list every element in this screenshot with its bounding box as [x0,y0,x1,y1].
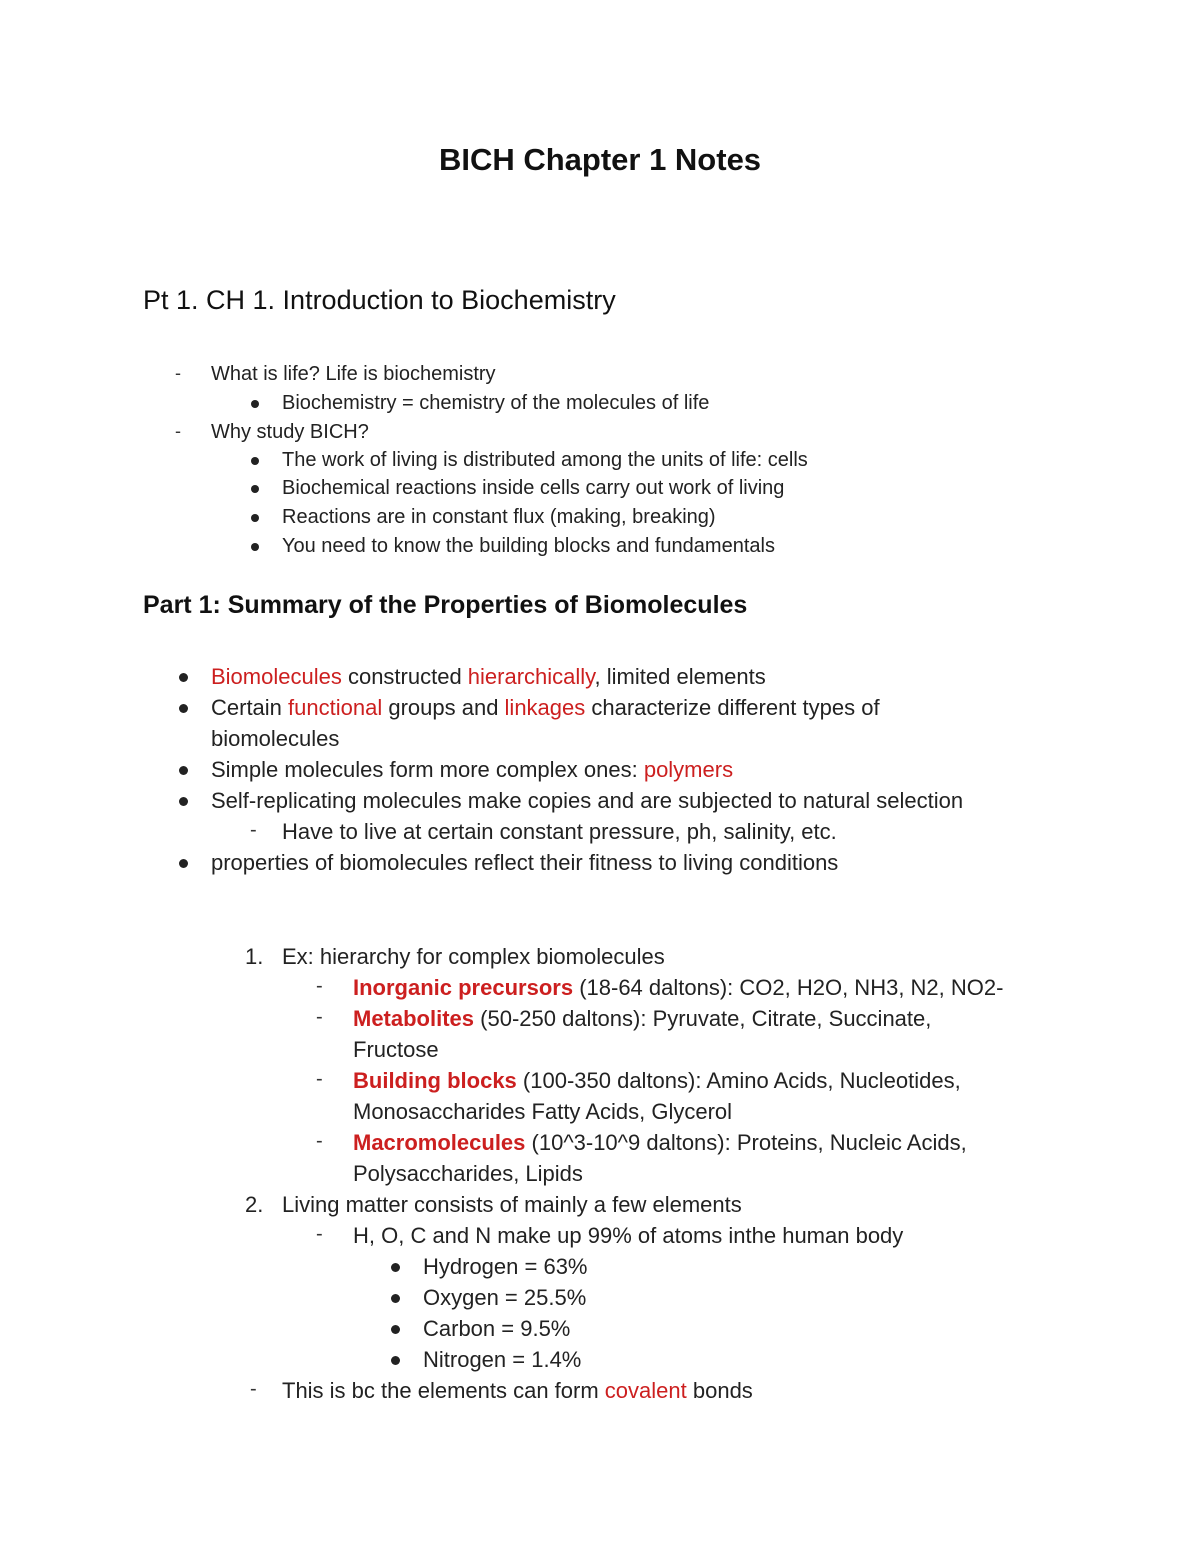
dash-marker: - [175,363,181,383]
list-item: H, O, C and N make up 99% of atoms inthe human body [353,1223,904,1248]
bullet-dot [391,1294,400,1303]
bullet-dot [179,673,188,682]
section-heading-intro: Pt 1. CH 1. Introduction to Biochemistry [143,285,616,315]
list-item-continuation: Polysaccharides, Lipids [353,1161,583,1186]
highlight-term: functional [288,695,383,720]
highlight-term: hierarchically [467,664,595,689]
list-item: Oxygen = 25.5% [423,1285,587,1310]
list-item [211,692,880,723]
list-item: What is life? Life is biochemistry [211,363,496,385]
bullet-dot [251,514,259,522]
text-span: bonds [686,1378,753,1403]
dash-marker: - [250,819,257,841]
list-item: Living matter consists of mainly a few elements [282,1192,742,1217]
section-heading-properties: Part 1: Summary of the Properties of Biomolecules [143,591,748,619]
bullet-dot [251,457,259,465]
highlight-term: covalent [604,1378,687,1403]
list-item: Self-replicating molecules make copies and are subjected to natural selection [211,788,964,813]
text-span: Certain [211,695,289,720]
list-item: The work of living is distributed among the units of life: cells [282,449,808,471]
text-span: constructed [341,664,468,689]
text-span: (10^3-10^9 daltons): Proteins, Nucleic Acids, [525,1130,967,1155]
dash-marker: - [316,1006,323,1028]
list-item: Nitrogen = 1.4% [423,1347,582,1372]
list-number: 2. [245,1192,264,1217]
list-item [211,754,733,785]
dash-marker: - [316,1130,323,1152]
list-item: Why study BICH? [211,421,369,443]
dash-marker: - [250,1378,257,1400]
bullet-dot [251,543,259,551]
list-item-continuation: biomolecules [211,726,340,751]
list-item: Biochemistry = chemistry of the molecules of life [282,392,710,414]
bullet-dot [391,1325,400,1334]
list-item [211,661,766,692]
list-item-continuation: Fructose [353,1037,439,1062]
bullet-dot [251,485,259,493]
bullet-dot [391,1356,400,1365]
text-span: This is bc the elements can form [282,1378,605,1403]
text-span: Simple molecules form more complex ones: [211,757,644,782]
highlight-term: polymers [643,757,734,782]
list-item [353,1003,931,1034]
list-item: Reactions are in constant flux (making, breaking) [282,506,716,528]
list-item: Carbon = 9.5% [423,1316,571,1341]
text-span: (50-250 daltons): Pyruvate, Citrate, Succinate, [474,1006,932,1031]
dash-marker: - [316,975,323,997]
bullet-dot [179,797,188,806]
highlight-term: Building blocks [353,1068,517,1093]
list-item: properties of biomolecules reflect their fitness to living conditions [211,850,839,875]
dash-marker: - [175,421,181,441]
list-item: Biochemical reactions inside cells carry out work of living [282,477,785,499]
text-span: , limited elements [594,664,766,689]
text-span: characterize different types of [585,695,880,720]
list-item [353,972,1003,1003]
text-span: groups and [382,695,505,720]
list-item [353,1127,967,1158]
highlight-term: Biomolecules [211,664,342,689]
page-title: BICH Chapter 1 Notes [438,142,762,177]
list-item-continuation: Monosaccharides Fatty Acids, Glycerol [353,1099,733,1124]
list-item [353,1065,961,1096]
list-item [282,1375,753,1406]
list-number: 1. [245,944,264,969]
highlight-term: Metabolites [353,1006,475,1031]
list-item: Ex: hierarchy for complex biomolecules [282,944,665,969]
list-item: Have to live at certain constant pressure, ph, salinity, etc. [282,819,837,844]
bullet-dot [179,859,188,868]
text-span: (18-64 daltons): CO2, H2O, NH3, N2, NO2- [573,975,1004,1000]
bullet-dot [391,1263,400,1272]
text-span: (100-350 daltons): Amino Acids, Nucleotides, [516,1068,961,1093]
bullet-dot [179,766,188,775]
dash-marker: - [316,1223,323,1245]
highlight-term: Inorganic precursors [353,975,574,1000]
dash-marker: - [316,1068,323,1090]
list-item: You need to know the building blocks and fundamentals [282,535,775,557]
bullet-dot [251,400,259,408]
highlight-term: Macromolecules [353,1130,526,1155]
list-item: Hydrogen = 63% [423,1254,588,1279]
bullet-dot [179,704,188,713]
highlight-term: linkages [504,695,586,720]
